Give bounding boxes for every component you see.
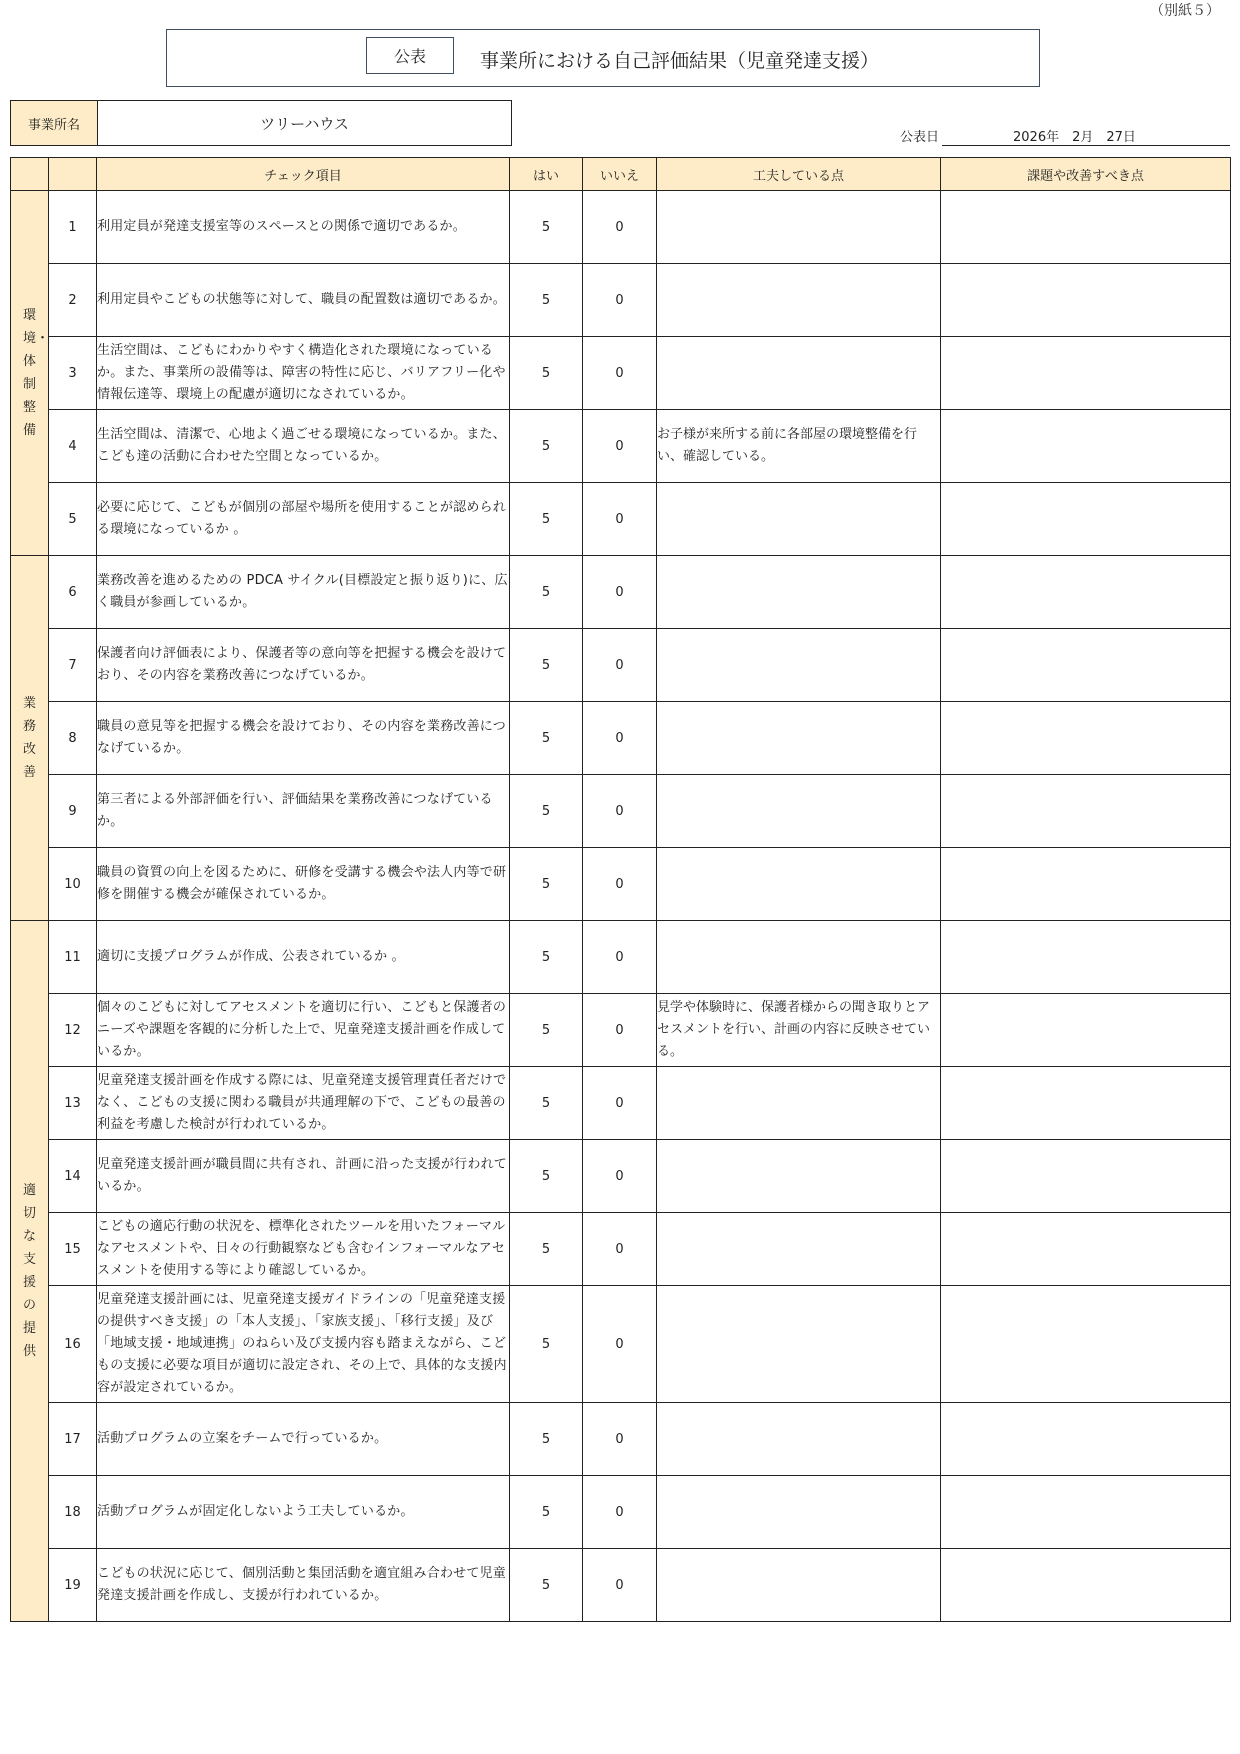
no-count: 0	[583, 848, 657, 921]
check-item: 保護者向け評価表により、保護者等の意向等を把握する機会を設けており、その内容を業務改善につなげているか。	[97, 629, 510, 702]
check-item: 生活空間は、こどもにわかりやすく構造化された環境になっているか。また、事業所の設備等は、障害の特性に応じ、バリアフリー化や情報伝達等、環境上の配慮が適切になされているか。	[97, 337, 510, 410]
header-number	[49, 158, 97, 191]
check-item: 利用定員やこどもの状態等に対して、職員の配置数は適切であるか。	[97, 264, 510, 337]
table-row	[11, 994, 1231, 1067]
effort-note	[657, 483, 941, 556]
yes-count: 5	[510, 483, 583, 556]
row-number: 8	[49, 702, 97, 775]
issue-note	[941, 1067, 1231, 1140]
no-count: 0	[583, 1549, 657, 1622]
no-count: 0	[583, 191, 657, 264]
row-number: 3	[49, 337, 97, 410]
yes-count: 5	[510, 994, 583, 1067]
row-number: 1	[49, 191, 97, 264]
check-item: 職員の意見等を把握する機会を設けており、その内容を業務改善につなげているか。	[97, 702, 510, 775]
category-appropriate-support: 適切な支援の提供	[11, 921, 49, 1622]
issue-note	[941, 1213, 1231, 1286]
effort-note	[657, 1213, 941, 1286]
row-number: 10	[49, 848, 97, 921]
effort-note	[657, 629, 941, 702]
effort-note	[657, 1140, 941, 1213]
issue-note	[941, 1403, 1231, 1476]
check-item: こどもの状況に応じて、個別活動と集団活動を適宜組み合わせて児童発達支援計画を作成し、支援が行われているか。	[97, 1549, 510, 1622]
effort-note	[657, 702, 941, 775]
row-number: 4	[49, 410, 97, 483]
category-environment: 環境・体制整備	[11, 191, 49, 556]
row-number: 15	[49, 1213, 97, 1286]
no-count: 0	[583, 921, 657, 994]
check-item: 生活空間は、清潔で、心地よく過ごせる環境になっているか。また、こども達の活動に合わせた空間となっているか。	[97, 410, 510, 483]
office-box	[10, 100, 512, 146]
check-item: こどもの適応行動の状況を、標準化されたツールを用いたフォーマルなアセスメントや、日々の行動観察なども含むインフォーマルなアセスメントを使用する等により確認しているか。	[97, 1213, 510, 1286]
no-count: 0	[583, 1067, 657, 1140]
yes-count: 5	[510, 1549, 583, 1622]
table-row	[11, 1403, 1231, 1476]
table-row	[11, 556, 1231, 629]
check-item: 職員の資質の向上を図るために、研修を受講する機会や法人内等で研修を開催する機会が確保されているか。	[97, 848, 510, 921]
header-issues: 課題や改善すべき点	[941, 158, 1231, 191]
header-yes: はい	[510, 158, 583, 191]
issue-note	[941, 264, 1231, 337]
table-row	[11, 1286, 1231, 1403]
row-number: 9	[49, 775, 97, 848]
table-row	[11, 264, 1231, 337]
check-item: 必要に応じて、こどもが個別の部屋や場所を使用することが認められる環境になっているか 。	[97, 483, 510, 556]
table-row	[11, 483, 1231, 556]
publish-date-label: 公表日	[900, 130, 940, 145]
no-count: 0	[583, 702, 657, 775]
yes-count: 5	[510, 775, 583, 848]
row-number: 11	[49, 921, 97, 994]
effort-note	[657, 191, 941, 264]
table-row	[11, 410, 1231, 483]
no-count: 0	[583, 1403, 657, 1476]
check-item: 児童発達支援計画を作成する際には、児童発達支援管理責任者だけでなく、こどもの支援に関わる職員が共通理解の下で、こどもの最善の利益を考慮した検討が行われているか。	[97, 1067, 510, 1140]
yes-count: 5	[510, 848, 583, 921]
no-count: 0	[583, 1140, 657, 1213]
row-number: 12	[49, 994, 97, 1067]
header-category	[11, 158, 49, 191]
issue-note	[941, 921, 1231, 994]
no-count: 0	[583, 410, 657, 483]
evaluation-table	[10, 157, 1231, 1622]
no-count: 0	[583, 629, 657, 702]
effort-note	[657, 1549, 941, 1622]
row-number: 18	[49, 1476, 97, 1549]
row-number: 13	[49, 1067, 97, 1140]
issue-note	[941, 1286, 1231, 1403]
yes-count: 5	[510, 1067, 583, 1140]
row-number: 6	[49, 556, 97, 629]
yes-count: 5	[510, 264, 583, 337]
yes-count: 5	[510, 410, 583, 483]
table-row	[11, 1213, 1231, 1286]
table-row	[11, 1549, 1231, 1622]
table-header-row	[11, 158, 1231, 191]
yes-count: 5	[510, 702, 583, 775]
check-item: 適切に支援プログラムが作成、公表されているか 。	[97, 921, 510, 994]
effort-note	[657, 1476, 941, 1549]
row-number: 14	[49, 1140, 97, 1213]
yes-count: 5	[510, 1213, 583, 1286]
no-count: 0	[583, 994, 657, 1067]
no-count: 0	[583, 1286, 657, 1403]
header-no: いいえ	[583, 158, 657, 191]
header-check-item: チェック項目	[97, 158, 510, 191]
row-number: 5	[49, 483, 97, 556]
check-item: 活動プログラムが固定化しないよう工夫しているか。	[97, 1476, 510, 1549]
issue-note	[941, 191, 1231, 264]
row-number: 19	[49, 1549, 97, 1622]
table-row	[11, 337, 1231, 410]
table-row	[11, 629, 1231, 702]
issue-note	[941, 410, 1231, 483]
effort-note	[657, 921, 941, 994]
no-count: 0	[583, 483, 657, 556]
publish-date-value: 2026年 2月 27日	[1013, 130, 1136, 145]
publication-badge: 公表	[366, 37, 454, 74]
yes-count: 5	[510, 337, 583, 410]
check-item: 業務改善を進めるための PDCA サイクル(目標設定と振り返り)に、広く職員が参画しているか。	[97, 556, 510, 629]
table-row	[11, 921, 1231, 994]
effort-note	[657, 1067, 941, 1140]
issue-note	[941, 775, 1231, 848]
effort-note: お子様が来所する前に各部屋の環境整備を行い、確認している。	[657, 410, 941, 483]
yes-count: 5	[510, 1140, 583, 1213]
header-efforts: 工夫している点	[657, 158, 941, 191]
issue-note	[941, 1549, 1231, 1622]
row-number: 2	[49, 264, 97, 337]
effort-note	[657, 775, 941, 848]
yes-count: 5	[510, 1403, 583, 1476]
category-business-improvement: 業務改善	[11, 556, 49, 921]
yes-count: 5	[510, 191, 583, 264]
table-row	[11, 191, 1231, 264]
table-row	[11, 848, 1231, 921]
check-item: 児童発達支援計画が職員間に共有され、計画に沿った支援が行われているか。	[97, 1140, 510, 1213]
table-row	[11, 1067, 1231, 1140]
page-title: 事業所における自己評価結果（児童発達支援）	[480, 50, 880, 72]
no-count: 0	[583, 337, 657, 410]
effort-note	[657, 556, 941, 629]
row-number: 16	[49, 1286, 97, 1403]
check-item: 児童発達支援計画には、児童発達支援ガイドラインの「児童発達支援の提供すべき支援」の「本人支援」、「家族支援」、「移行支援」及び「地域支援・地域連携」のねらい及び支援内容も踏まえながら、こどもの支援に必要な項目が適切に設定され、その上で、具体的な支援内容が設定されているか。	[97, 1286, 510, 1403]
issue-note	[941, 1476, 1231, 1549]
check-item: 第三者による外部評価を行い、評価結果を業務改善につなげているか。	[97, 775, 510, 848]
no-count: 0	[583, 1213, 657, 1286]
effort-note: 見学や体験時に、保護者様からの聞き取りとアセスメントを行い、計画の内容に反映させている。	[657, 994, 941, 1067]
issue-note	[941, 994, 1231, 1067]
office-label: 事業所名	[11, 101, 98, 145]
yes-count: 5	[510, 1476, 583, 1549]
table-row	[11, 1140, 1231, 1213]
yes-count: 5	[510, 629, 583, 702]
issue-note	[941, 556, 1231, 629]
check-item: 利用定員が発達支援室等のスペースとの関係で適切であるか。	[97, 191, 510, 264]
effort-note	[657, 848, 941, 921]
table-row	[11, 1476, 1231, 1549]
issue-note	[941, 702, 1231, 775]
document-reference: （別紙５）	[1150, 3, 1220, 19]
row-number: 7	[49, 629, 97, 702]
yes-count: 5	[510, 1286, 583, 1403]
table-row	[11, 702, 1231, 775]
check-item: 活動プログラムの立案をチームで行っているか。	[97, 1403, 510, 1476]
issue-note	[941, 1140, 1231, 1213]
issue-note	[941, 337, 1231, 410]
no-count: 0	[583, 1476, 657, 1549]
table-row	[11, 775, 1231, 848]
publish-date-underline	[942, 145, 1230, 146]
no-count: 0	[583, 556, 657, 629]
yes-count: 5	[510, 921, 583, 994]
office-name: ツリーハウス	[260, 114, 349, 133]
issue-note	[941, 629, 1231, 702]
no-count: 0	[583, 264, 657, 337]
issue-note	[941, 483, 1231, 556]
issue-note	[941, 848, 1231, 921]
effort-note	[657, 1286, 941, 1403]
effort-note	[657, 1403, 941, 1476]
effort-note	[657, 264, 941, 337]
yes-count: 5	[510, 556, 583, 629]
effort-note	[657, 337, 941, 410]
check-item: 個々のこどもに対してアセスメントを適切に行い、こどもと保護者のニーズや課題を客観的に分析した上で、児童発達支援計画を作成しているか。	[97, 994, 510, 1067]
row-number: 17	[49, 1403, 97, 1476]
title-box	[166, 29, 1040, 87]
no-count: 0	[583, 775, 657, 848]
